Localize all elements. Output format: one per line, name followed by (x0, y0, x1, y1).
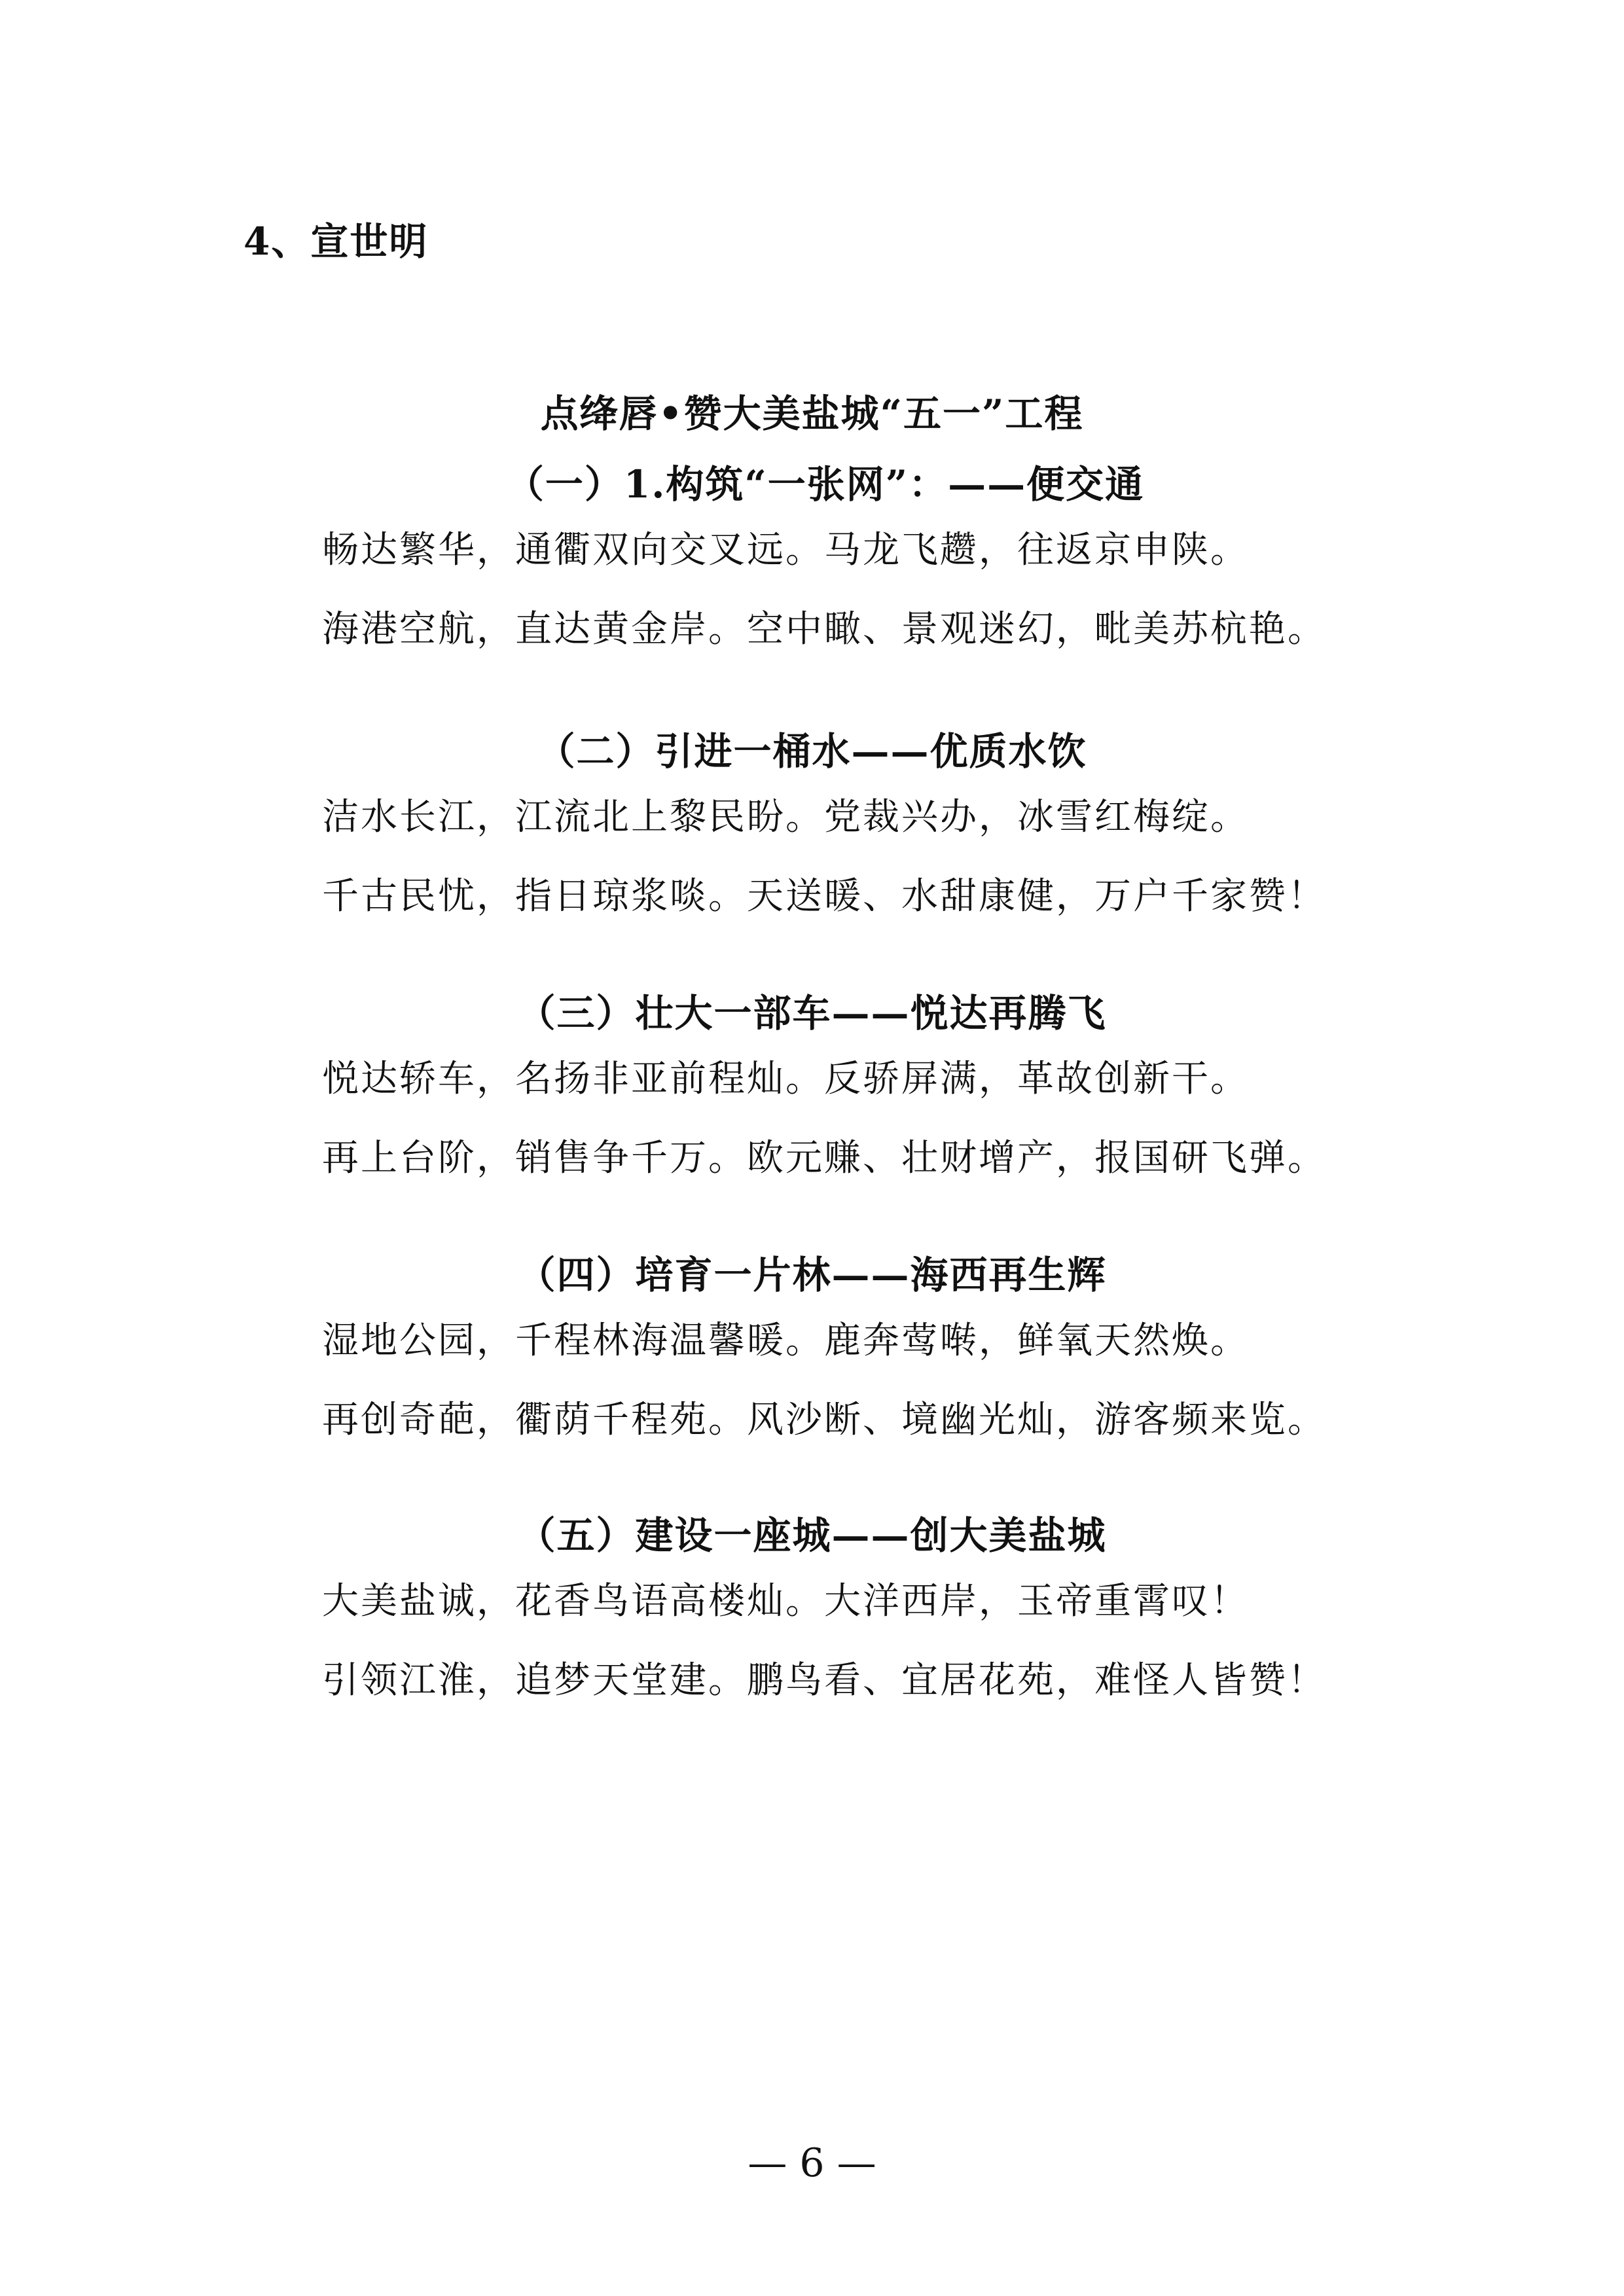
verse-line: 湿地公园，千程林海温馨暖。鹿奔莺啭，鲜氧天然焕。 (322, 1319, 1249, 1362)
poem-section-3 (0, 987, 1624, 1198)
section-heading: （二）引进一桶水——优质水饮 (537, 729, 1087, 774)
poem-title: 点绛唇•赞大美盐城“五一”工程 (540, 391, 1084, 436)
poem-section-5 (0, 1509, 1624, 1720)
verse-line: 大美盐诚，花香鸟语高楼灿。大洋西岸，玉帝重霄叹！ (322, 1580, 1249, 1623)
verse-line: 洁水长江，江流北上黎民盼。党裁兴办，冰雪红梅绽。 (322, 796, 1249, 838)
verse-line: 再上台阶，销售争千万。欧元赚、壮财增产，报国研飞弹。 (322, 1137, 1326, 1179)
poem-section-2 (0, 725, 1624, 936)
author-heading: 4、宣世明 (244, 219, 429, 264)
section-heading: （四）培育一片林——海西再生辉 (517, 1253, 1107, 1297)
verse-line: 引领江淮，追梦天堂建。鹏鸟看、宜居花苑，难怪人皆赞！ (322, 1659, 1326, 1702)
verse-line: 再创奇葩，衢荫千程苑。风沙断、境幽光灿，游客频来览。 (322, 1399, 1326, 1441)
verse-line: 悦达轿车，名扬非亚前程灿。反骄屏满，革故创新干。 (322, 1058, 1249, 1100)
poem-section-4 (0, 1249, 1624, 1460)
verse-line: 畅达繁华，通衢双向交叉远。马龙飞趱，往返京申陕。 (322, 529, 1249, 571)
verse-line: 千古民忧，指日琼浆啖。天送暖、水甜康健，万户千家赞！ (322, 875, 1326, 918)
poem-section-1 (0, 458, 1624, 669)
verse-line: 海港空航，直达黄金岸。空中瞰、景观迷幻，毗美苏杭艳。 (322, 608, 1326, 651)
section-heading: （五）建设一座城——创大美盐城 (517, 1513, 1107, 1558)
section-heading: （一）1.构筑“一张网”：——便交通 (505, 462, 1145, 507)
page-number: — 6 — (748, 2140, 876, 2186)
section-heading: （三）壮大一部车——悦达再腾飞 (517, 991, 1107, 1035)
